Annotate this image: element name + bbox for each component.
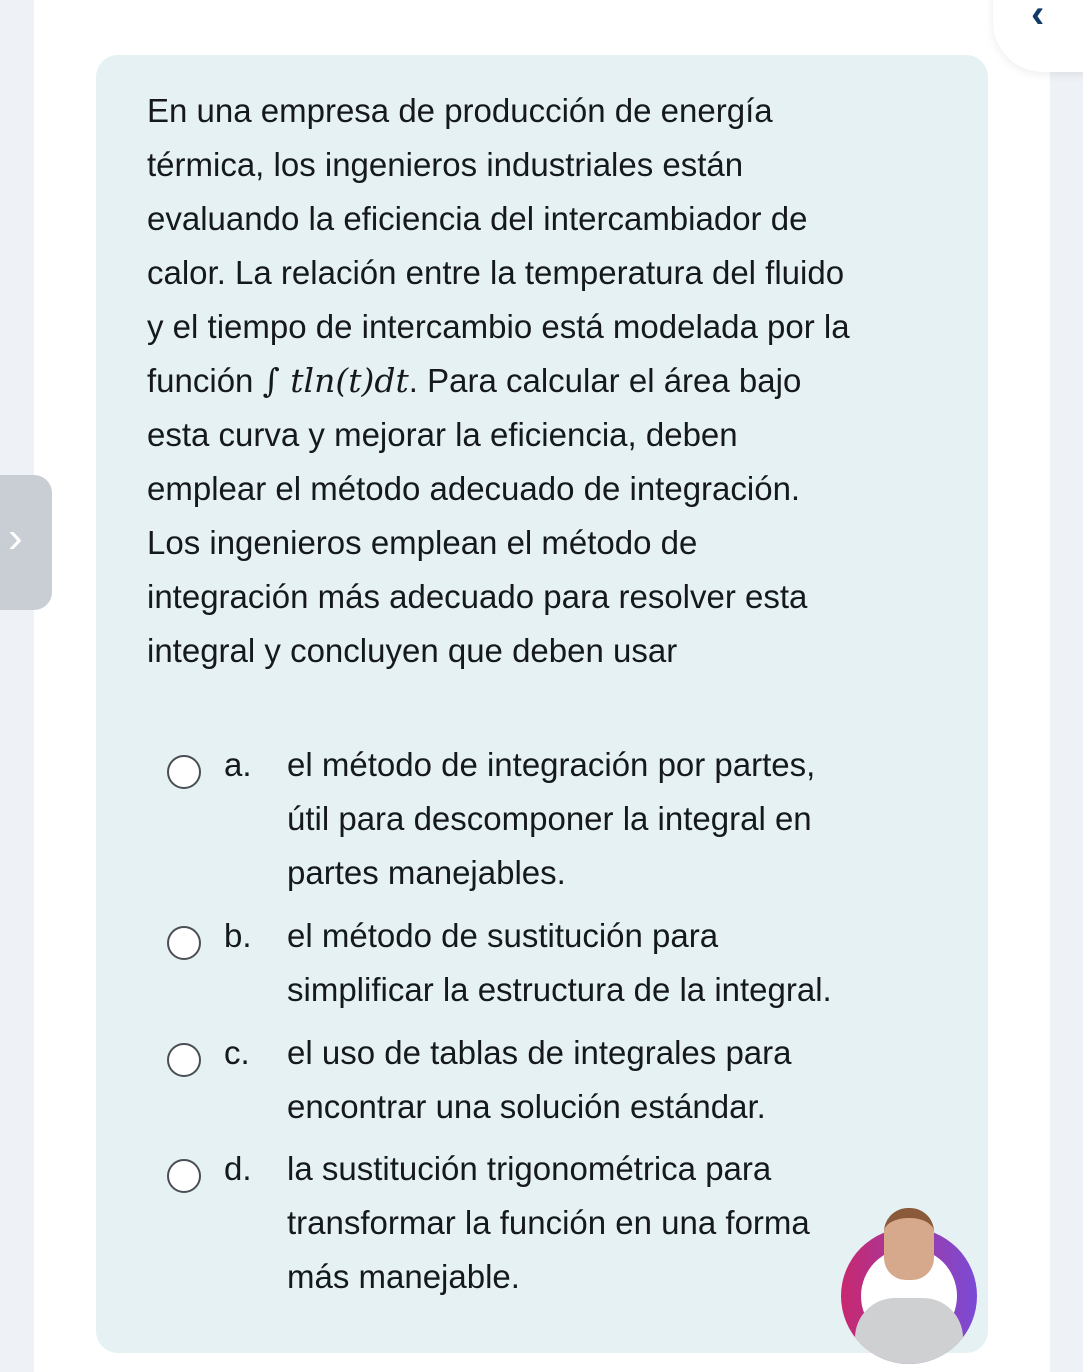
option-text: el método de integración por partes, bbox=[287, 746, 816, 783]
question-line: calor. La relación entre la temperatura del fluido bbox=[147, 254, 845, 291]
question-line: esta curva y mejorar la eficiencia, deben bbox=[147, 416, 738, 453]
question-line: evaluando la eficiencia del intercambiador de bbox=[147, 200, 808, 237]
option-letter: c. bbox=[224, 1034, 250, 1071]
option-text: más manejable. bbox=[287, 1258, 520, 1295]
radio-option-d[interactable] bbox=[167, 1159, 201, 1193]
option-letter: b. bbox=[224, 917, 252, 954]
question-line: En una empresa de producción de energía bbox=[147, 92, 773, 129]
chevron-left-icon: ‹ bbox=[1031, 0, 1045, 36]
math-suffix: . Para calcular el área bajo bbox=[408, 362, 802, 399]
radio-option-a[interactable] bbox=[167, 755, 201, 789]
question-line: integración más adecuado para resolver esta bbox=[147, 578, 808, 615]
question-line: térmica, los ingenieros industriales están bbox=[147, 146, 744, 183]
avatar-shirt bbox=[855, 1298, 963, 1364]
option-text: el uso de tablas de integrales para bbox=[287, 1034, 792, 1071]
option-text: encontrar una solución estándar. bbox=[287, 1088, 766, 1125]
option-text: útil para descomponer la integral en bbox=[287, 800, 812, 837]
option-text: partes manejables. bbox=[287, 854, 566, 891]
radio-option-c[interactable] bbox=[167, 1043, 201, 1077]
radio-option-b[interactable] bbox=[167, 926, 201, 960]
next-panel-button[interactable] bbox=[0, 475, 52, 610]
integral-expression: ∫ tln(t)dt bbox=[262, 361, 409, 400]
math-prefix: función bbox=[147, 362, 263, 399]
question-line: emplear el método adecuado de integración. bbox=[147, 470, 801, 507]
option-text: transformar la función en una forma bbox=[287, 1204, 810, 1241]
option-letter: d. bbox=[224, 1150, 252, 1187]
avatar-head bbox=[884, 1208, 934, 1280]
option-text: simplificar la estructura de la integral. bbox=[287, 971, 832, 1008]
question-line: Los ingenieros emplean el método de bbox=[147, 524, 698, 561]
chevron-right-icon: › bbox=[8, 513, 23, 562]
question-line: integral y concluyen que deben usar bbox=[147, 632, 678, 669]
option-text: el método de sustitución para bbox=[287, 917, 719, 954]
question-line-math bbox=[147, 361, 801, 401]
question-line: y el tiempo de intercambio está modelada por la bbox=[147, 308, 850, 345]
option-letter: a. bbox=[224, 746, 252, 783]
option-text: la sustitución trigonométrica para bbox=[287, 1150, 772, 1187]
